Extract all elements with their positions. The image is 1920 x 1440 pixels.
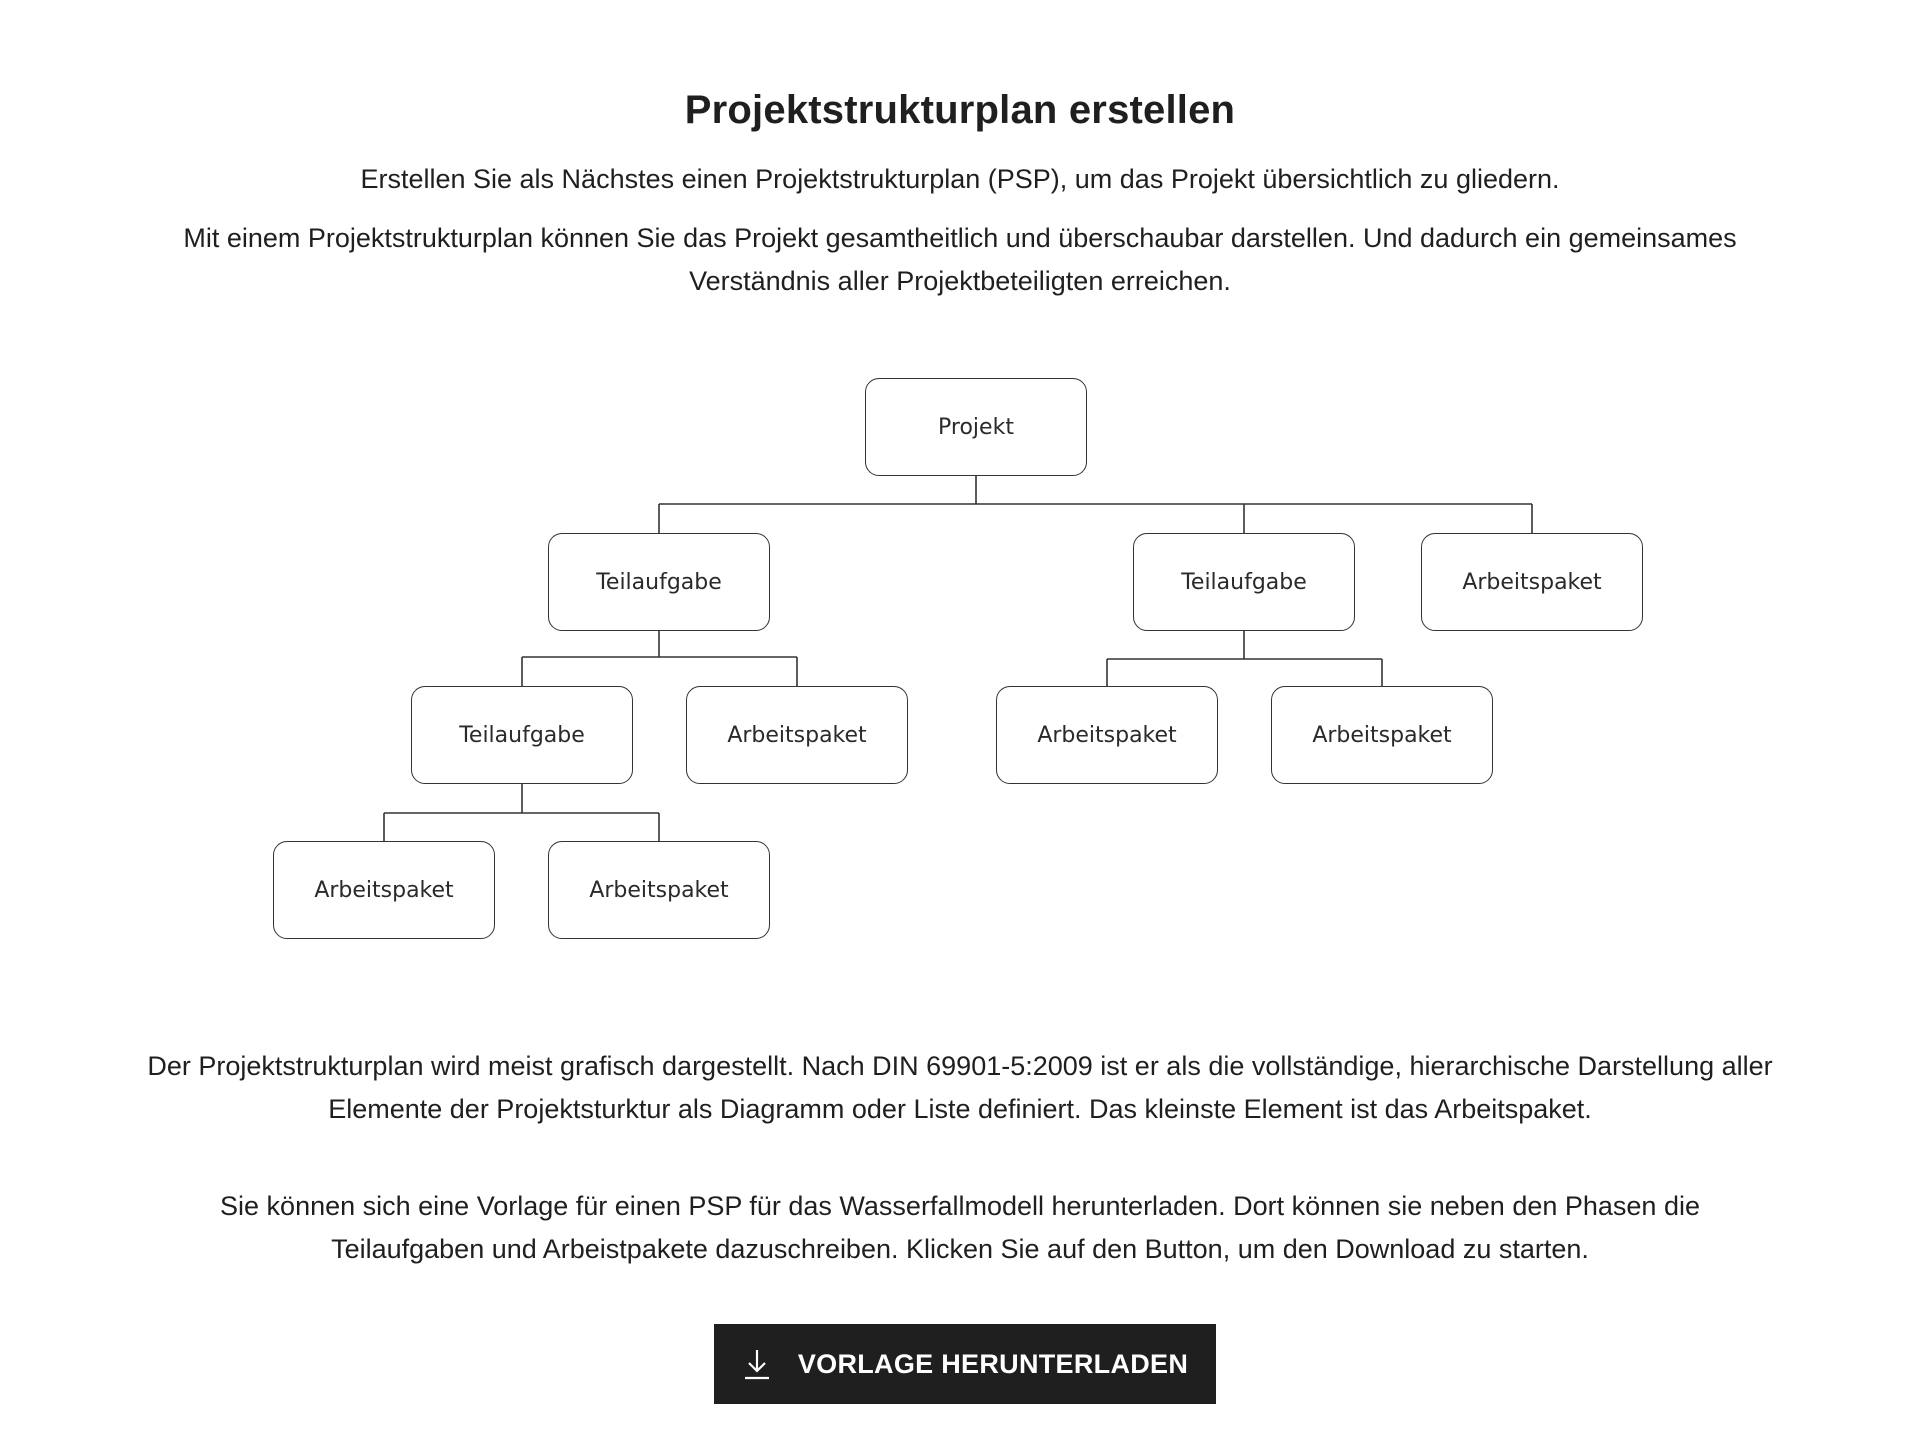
page-title: Projektstrukturplan erstellen	[684, 88, 1236, 132]
din-definition-text: Der Projektstrukturplan wird meist grafisch dargestellt. Nach DIN 69901-5:2009 ist er als die vollständige, hierarchische Darstellung aller Elemente der Projektsturktur als Diagramm oder Liste definiert. Das kleinste Element ist das Arbeitspaket.	[147, 1051, 1773, 1124]
download-template-button[interactable]	[714, 1324, 1216, 1404]
node-level3-a: Arbeitspaket	[273, 841, 495, 939]
download-button-label: VORLAGE HERUNTERLADEN	[797, 1348, 1189, 1379]
node-level2-middle-a: Arbeitspaket	[996, 686, 1218, 784]
node-level2-middle-b: Arbeitspaket	[1271, 686, 1493, 784]
download-icon	[742, 1347, 772, 1381]
template-info-text: Sie können sich eine Vorlage für einen PSP für das Wasserfallmodell herunterladen. Dort können sie neben den Phasen die Teilaufgaben und Arbeistpakete dazuschreiben. Klicken Sie auf den Button, um den Download zu starten.	[220, 1191, 1700, 1264]
node-level1-left: Teilaufgabe	[548, 533, 770, 631]
node-level1-middle: Teilaufgabe	[1133, 533, 1355, 631]
node-level2-left-b: Arbeitspaket	[686, 686, 908, 784]
description-text: Mit einem Projektstrukturplan können Sie das Projekt gesamtheitlich und überschaubar darstellen. Und dadurch ein gemeinsames Verständnis aller Projektbeteiligten erreichen.	[183, 223, 1737, 296]
node-level2-left-a: Teilaufgabe	[411, 686, 633, 784]
node-level1-right: Arbeitspaket	[1421, 533, 1643, 631]
node-root: Projekt	[865, 378, 1087, 476]
intro-text: Erstellen Sie als Nächstes einen Projektstrukturplan (PSP), um das Projekt übersichtlich zu gliedern.	[360, 164, 1560, 194]
node-level3-b: Arbeitspaket	[548, 841, 770, 939]
